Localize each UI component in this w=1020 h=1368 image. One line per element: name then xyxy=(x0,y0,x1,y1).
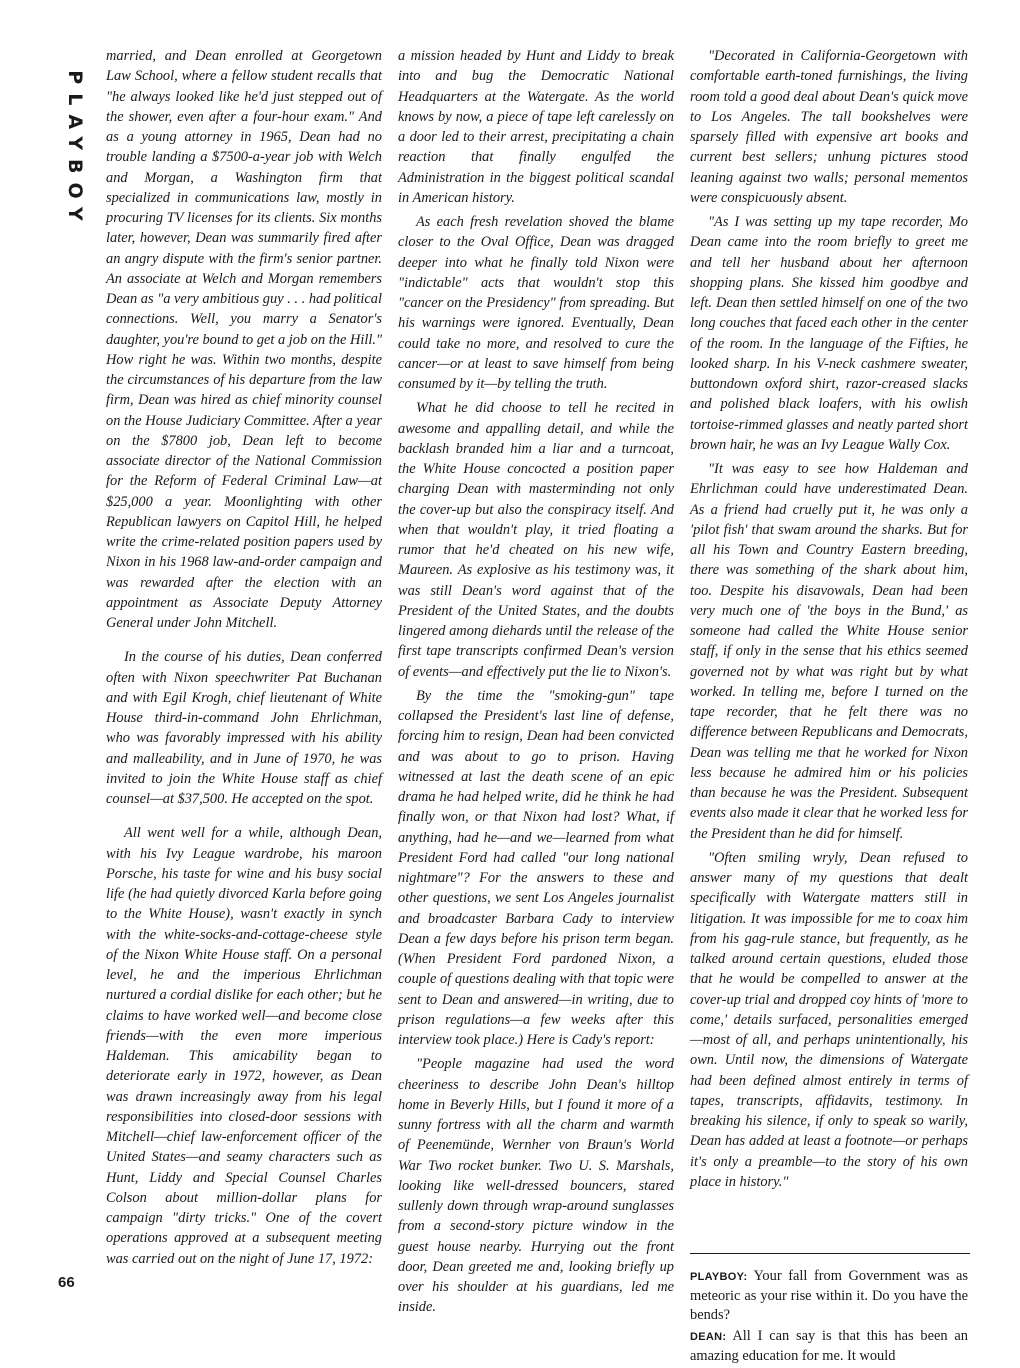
paragraph: "As I was setting up my tape recorder, Mo Dean came into the room briefly to greet me and tell her husband about her afternoon shopping plans. She kissed him goodbye and left. Dean then settled himself on one of the two long couches that faced each other in the center of the room. In the language of the Fifties, he looked sharp. In his V-neck cashmere sweater, buttondown oxford shirt, razor-creased slacks and polished black loafers, with his owlish tortoise-rimmed glasses and neatly parted short brown hair, he was an Ivy League Wally Cox. xyxy=(690,214,968,453)
masthead-title: PLAYBOY xyxy=(64,70,86,230)
paragraph: By the time the "smoking-gun" tape collapsed the President's last line of defense, forcing him to resign, Dean had been convicted and was about to go to prison. Having witnessed at last the death scene of an epic drama he had helped write, did he think he had finally won, or that Nixon had lost? What, if anything, had he—and we—learned from what President Ford had called "our long national nightmare"? For the answers to these and other questions, we sent Los Angeles journalist and broadcaster Barbara Cady to interview Dean a few days before his prison term began. (When President Ford pardoned Nixon, a couple of questions dealing with that topic were sent to Dean and answered—in writing, due to prison regulations—a few weeks after this interview took place.) Here is Cady's report: xyxy=(398,687,674,1048)
page-number: 66 xyxy=(58,1274,75,1291)
paragraph: In the course of his duties, Dean conferred often with Nixon speechwriter Pat Buchanan and with Egil Krogh, chief lieutenant of White House third-in-command John Ehrlichman, who was favorably impressed with his ability and malleability, and in June of 1970, he was invited to join the White House staff as chief counsel—at $37,500. He accepted on the spot. xyxy=(106,649,382,807)
paragraph: All went well for a while, although Dean, with his Ivy League wardrobe, his maroon Porsche, his taste for wine and his busy social life (he had quietly divorced Karla before going to the White House), wasn't exactly in synch with the white-socks-and-cottage-cheese style of the Nixon White House staff. On a personal level, he and the imperious Ehrlichman nurtured a cordial dislike for each other; but he claims to have worked well—and become close friends—with the even more imperious Haldeman. This amicability began to deteriorate early in 1972, however, as Dean was drawn increasingly away from his legal responsibilities into closed-door sessions with Mitchell—chief law-enforcement officer of the United States—and seamy characters such as Hunt, Liddy and Special Counsel Charles Colson about million-dollar plans for campaign "dirty tricks." One of the covert operations approved at a subsequent meeting was carried out on the night of June 17, 1972: xyxy=(106,825,382,1267)
paragraph: "It was easy to see how Haldeman and Ehrlichman could have underestimated Dean. As a friend had cruelly put it, he was only a 'pilot fish' that swam around the sharks. But for all his Town and Country Eastern breeding, there was something of the shark about him, too. Despite his disavowals, Dean had been very much one of 'the boys in the Bund,' as someone had called the White House senior staff, if only in the sense that his ethics seemed governed not by what was right but by what worked. In telling me, before I turned on the tape recorder, that he felt there was no difference between Republicans and Democrats, Dean was telling me that he worked for Nixon less because he admired him or his policies than because he was the President. Subsequent events also made it clear that he worked less for the President than he did for himself. xyxy=(690,461,969,842)
paragraph: What he did choose to tell he recited in awesome and appalling detail, and while the backlash branded him a liar and a turncoat, the White House concocted a position paper charging Dean with masterminding not only the cover-up but also the conspiracy itself. And when that wouldn't play, it tried floating a rumor that he'd cheated on his new wife, Maureen. As explosive as his testimony was, it was still Dean's word against that of the President of the United States, and the doubts lingered among diehards until the release of the first tape transcripts confirmed Dean's version of events—and effectively put the lie to Nixon's. xyxy=(398,400,674,680)
article-column-3 xyxy=(690,46,968,1196)
masthead xyxy=(60,50,90,250)
interview-question xyxy=(690,1267,968,1325)
paragraph: "Often smiling wryly, Dean refused to answer many of my questions that dealt specifically with Watergate matters still in litigation. It was impossible for me to coax him from his gag-rule stance, but frequently, as he talked around certain questions, eluded those that he would be compelled to answer at the cover-up trial and dropped coy hints of 'more to come,' details surfaced, personalities emerged—most of all, and perhaps unintentionally, his own. Until now, the dimensions of Watergate had been defined almost entirely in terms of tapes, transcripts, affidavits, testimony. In breaking his silence, if only to speak so warily, Dean has added at least a footnote—or perhaps it's only a preamble—to the story of his own place in history." xyxy=(690,849,968,1190)
paragraph: married, and Dean enrolled at Georgetown Law School, where a fellow student recalls that "he always looked like he'd just stepped out of the shower, even after a four-hour exam." And as a young attorney in 1965, Dean had no trouble landing a $7500-a-year job with Welch and Morgan, a Washington firm that specialized in communications law, mostly in procuring TV licenses for its clients. Six months later, however, Dean was summarily fired after an angry dispute with the firm's senior partner. An associate at Welch and Morgan remembers Dean as "a very ambitious guy . . . had political connections. Well, you marry a Senator's daughter, you're bound to get a job on the Hill." How right he was. Within two months, despite the circumstances of his departure from the law firm, Dean was hired as chief minority counsel on the House Judiciary Committee. After a year on the $7800 job, Dean left to become associate director of the National Commission for the Reform of Federal Criminal Law—at $25,000 a year. Moonlighting with other Republican lawyers on Capitol Hill, he helped write the crime-related position papers used by Nixon in his 1968 law-and-order campaign and was rewarded after the election with an appointment as Associate Deputy Attorney General under John Mitchell. xyxy=(106,48,382,631)
answer-speaker: DEAN: xyxy=(690,1331,727,1343)
question-text: Your fall from Government was as meteoric as your rise within it. Do you have the bends? xyxy=(690,1268,968,1323)
paragraph: "Decorated in California-Georgetown with comfortable earth-toned furnishings, the living room told a good deal about Dean's quick move to Los Angeles. The tall bookshelves were sparsely filled with expensive art books and current best sellers; unhung pictures stood leaning against two walls; personal mementos were conspicuously absent. xyxy=(690,48,968,206)
interview-qa xyxy=(690,1267,968,1368)
section-divider xyxy=(690,1253,970,1254)
answer-text: All I can say is that this has been an amazing education for me. It would xyxy=(690,1328,968,1364)
question-speaker: PLAYBOY: xyxy=(690,1271,748,1283)
article-column-2 xyxy=(398,46,674,1322)
paragraph: "People magazine had used the word cheeriness to describe John Dean's hilltop home in Beverly Hills, but I found it more of a sunny fortress with all the charm and warmth of Peenemünde, Wernher von Braun's World War Two rocket bunker. Two U. S. Marshals, looking like well-dressed bouncers, stared sullenly down through wrap-around sunglasses from a second-story picture window in the guest house nearby. Hurrying out the front door, Dean greeted me and, looking briefly up over his shoulder at his guardians, led me inside. xyxy=(398,1056,674,1316)
paragraph: a mission headed by Hunt and Liddy to break into and bug the Democratic National Headquarters at the Watergate. As the world knows by now, a piece of tape left carelessly on a door led to their arrest, precipitating a chain reaction that finally engulfed the Administration in the biggest political scandal in American history. xyxy=(398,48,674,206)
interview-answer xyxy=(690,1327,968,1366)
article-column-1 xyxy=(106,46,382,1273)
paragraph: As each fresh revelation shoved the blame closer to the Oval Office, Dean was dragged deeper into what he finally told Nixon were "indictable" acts that wouldn't stop this "cancer on the Presidency" from spreading. But his warnings were ignored. Eventually, Dean could take no more, and resolved to cure the cancer—or at least to save himself from being consumed by it—by telling the truth. xyxy=(398,214,674,392)
